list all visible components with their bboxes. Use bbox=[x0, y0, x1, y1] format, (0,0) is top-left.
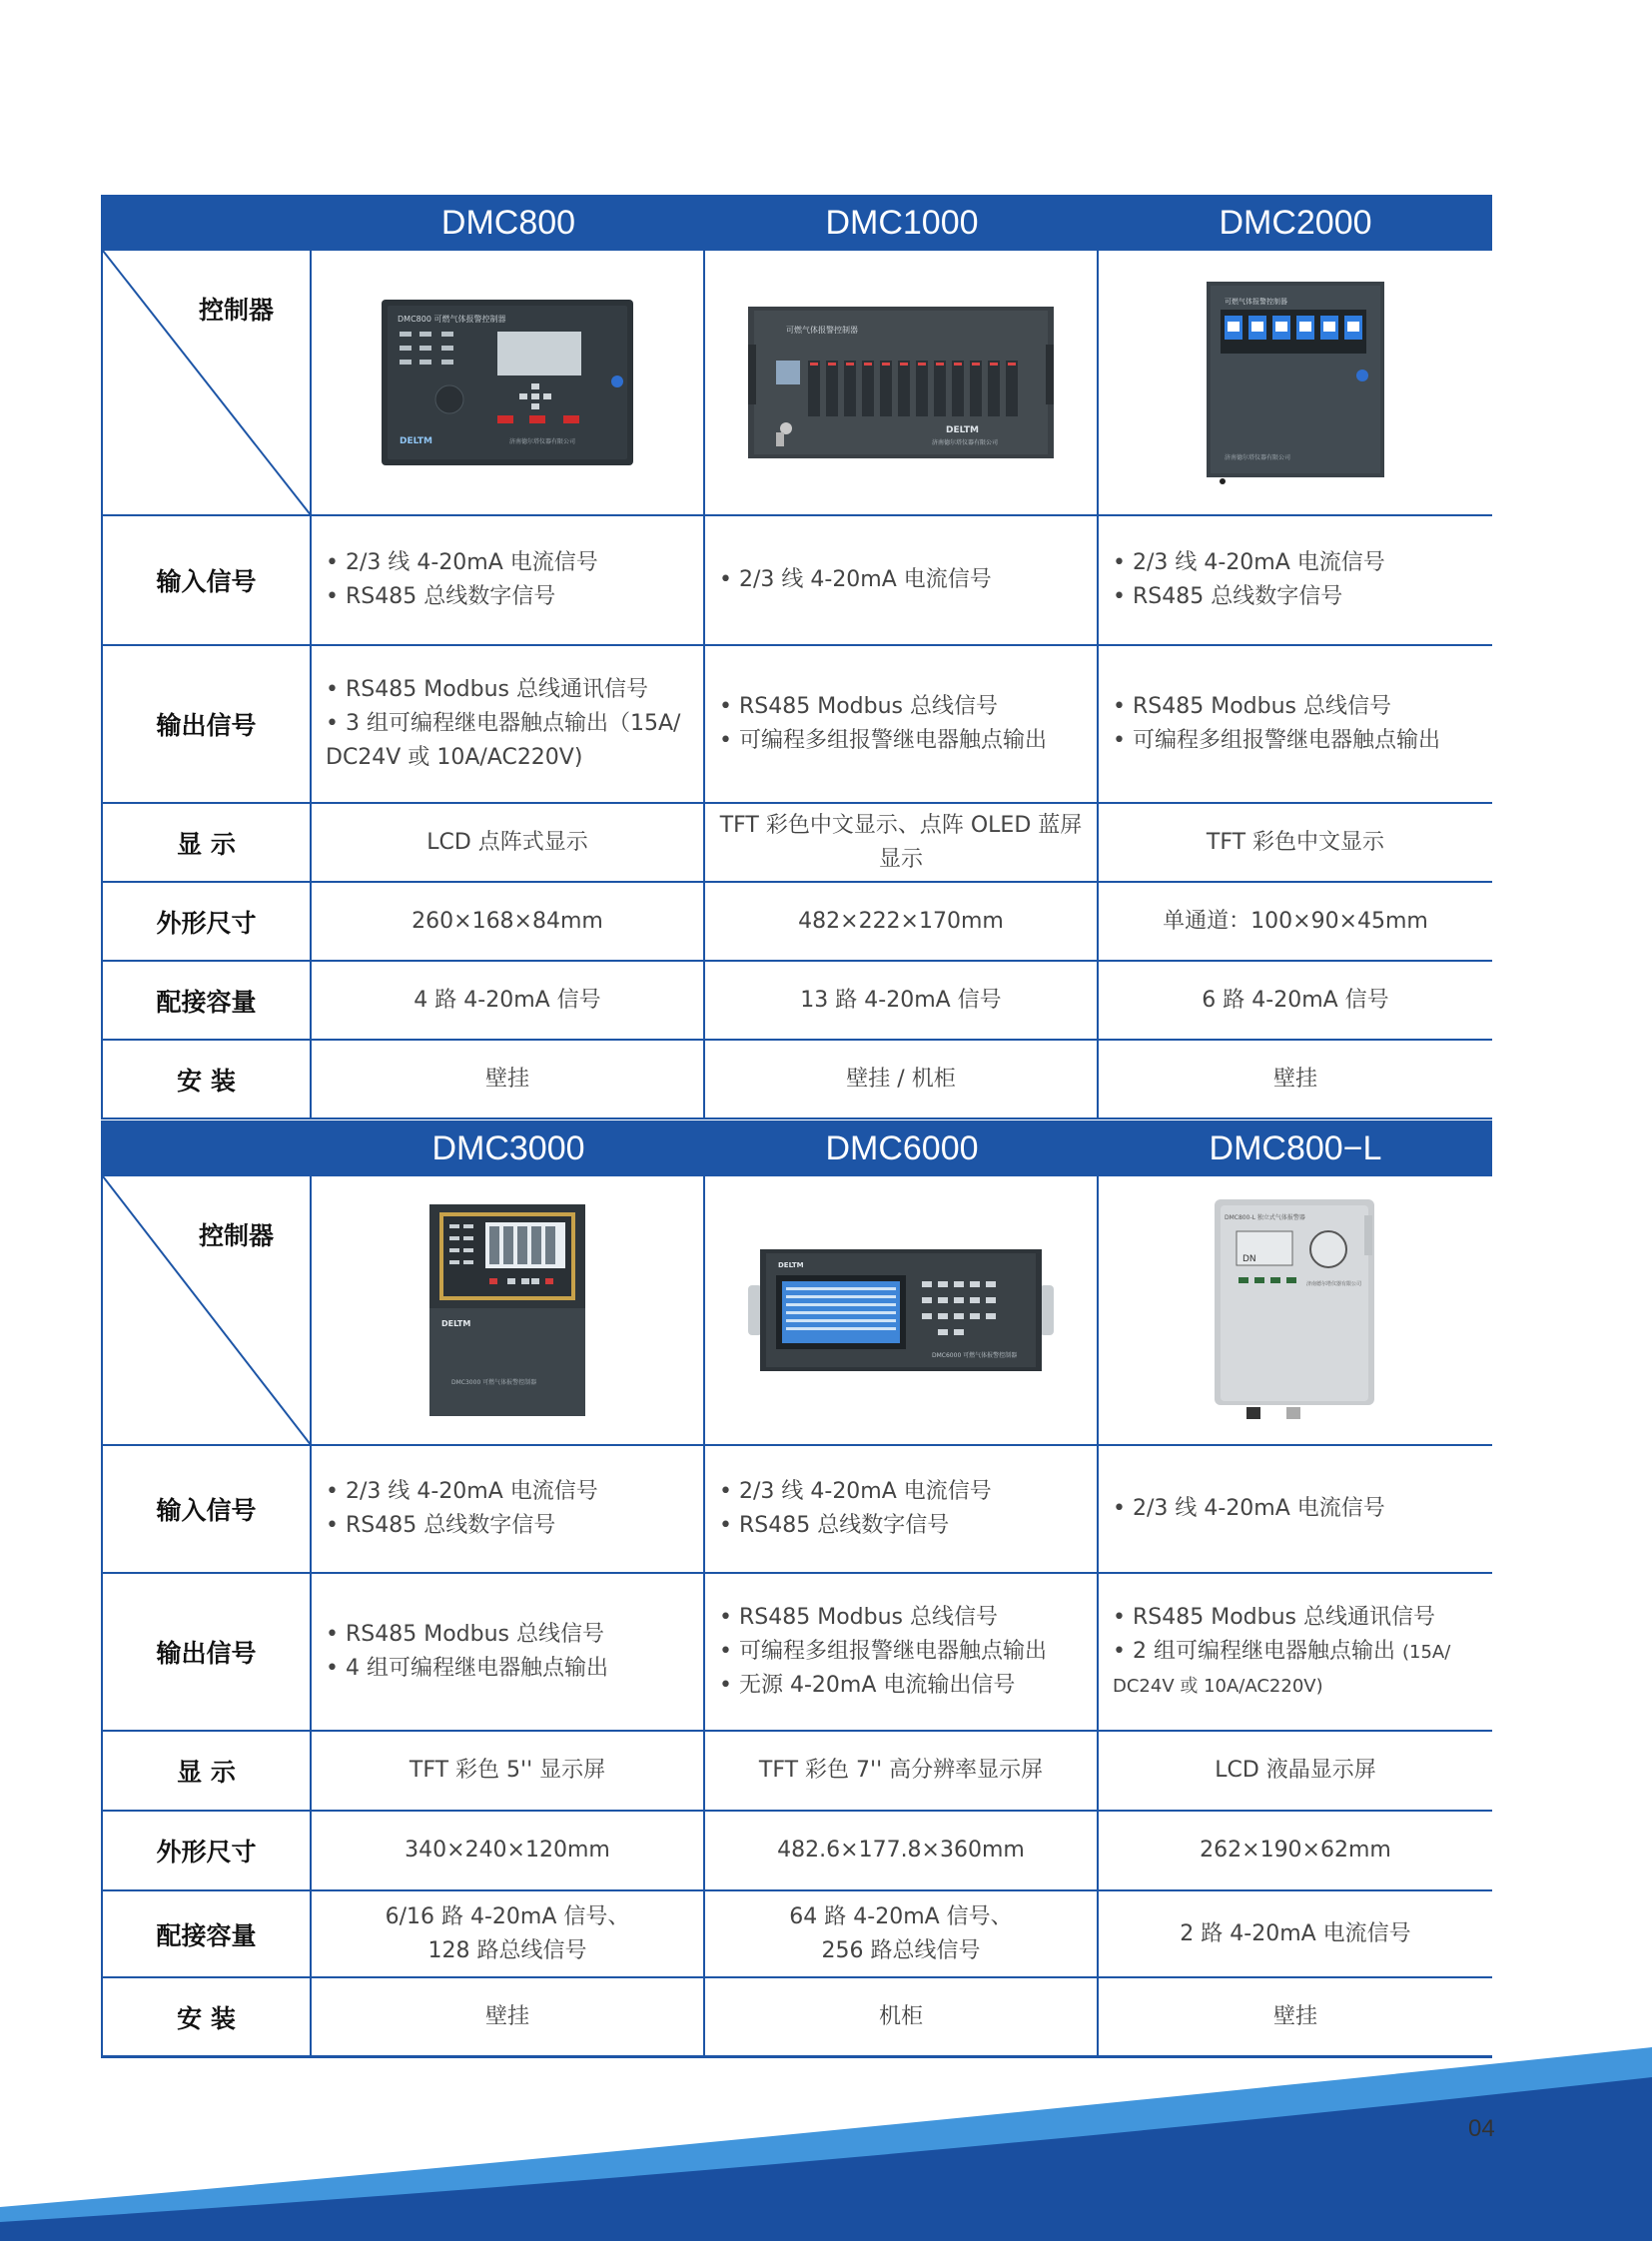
spec-cell: 壁挂 bbox=[312, 1041, 705, 1118]
product-photo-dmc800l bbox=[1099, 1176, 1492, 1444]
capacity-row bbox=[101, 1891, 1492, 1978]
lcd-reading: DN bbox=[1242, 1254, 1256, 1264]
spec-cell: 机柜 bbox=[705, 1978, 1099, 2055]
row-label-capacity: 配接容量 bbox=[101, 1891, 312, 1976]
model-name: DMC3000 bbox=[431, 1129, 585, 1167]
brand-logo: DELTM bbox=[946, 425, 979, 435]
spec-cell: 壁挂 bbox=[1272, 2003, 1317, 2029]
capacity-row bbox=[101, 962, 1492, 1041]
model-name: DMC800 bbox=[440, 204, 576, 242]
device-company: 济南德尔塔仪器有限公司 bbox=[1306, 1281, 1362, 1287]
row-label-install: 安 装 bbox=[101, 1041, 312, 1118]
spec-cell: LCD 液晶显示屏 bbox=[1215, 1758, 1376, 1783]
row-label-controller: 控制器 bbox=[101, 1176, 312, 1444]
row-label-controller: 控制器 bbox=[101, 251, 312, 514]
spec-cell: TFT 彩色中文显示 bbox=[1206, 829, 1385, 855]
install-row bbox=[101, 1041, 1492, 1120]
controller-row bbox=[101, 251, 1492, 516]
spec-cell: 260×168×84mm bbox=[312, 883, 705, 960]
spec-cell: • 2/3 线 4-20mA 电流信号 • RS485 总线数字信号 bbox=[1099, 516, 1492, 644]
device-title: DMC800-L 独立式气体报警器 bbox=[1225, 1214, 1305, 1221]
spec-table-top bbox=[101, 195, 1492, 1120]
size-row bbox=[101, 1812, 1492, 1891]
model-name: DMC800−L bbox=[1209, 1129, 1382, 1167]
display-row bbox=[101, 1732, 1492, 1812]
brand-logo: DELTM bbox=[441, 1319, 471, 1328]
spec-cell: 6 路 4-20mA 信号 bbox=[1202, 987, 1389, 1013]
row-label-input: 输入信号 bbox=[101, 1446, 312, 1572]
row-label-display: 显 示 bbox=[101, 804, 312, 881]
spec-cell: • 2/3 线 4-20mA 电流信号 bbox=[1099, 1446, 1492, 1572]
device-company: 济南德尔塔仪器有限公司 bbox=[1225, 454, 1291, 461]
row-label-output: 输出信号 bbox=[101, 1574, 312, 1730]
spec-cell: • 2/3 线 4-20mA 电流信号 • RS485 总线数字信号 bbox=[705, 1446, 1099, 1572]
spec-cell: TFT 彩色中文显示、点阵 OLED 蓝屏显示 bbox=[705, 804, 1099, 881]
row-label-capacity: 配接容量 bbox=[101, 962, 312, 1039]
spec-cell: • RS485 Modbus 总线信号 • 可编程多组报警继电器触点输出 • 无源 4-20mA 电流输出信号 bbox=[705, 1574, 1099, 1730]
spec-cell: LCD 点阵式显示 bbox=[312, 804, 705, 881]
model-name: DMC1000 bbox=[825, 204, 979, 242]
spec-cell: 262×190×62mm bbox=[1200, 1838, 1391, 1863]
device-title: 可燃气体报警控制器 bbox=[786, 326, 858, 335]
spec-cell: TFT 彩色 5'' 显示屏 bbox=[312, 1732, 705, 1810]
brand-logo: DELTM bbox=[400, 436, 432, 446]
row-label-output: 输出信号 bbox=[101, 646, 312, 802]
spec-cell: • RS485 Modbus 总线信号 • 可编程多组报警继电器触点输出 bbox=[1099, 646, 1492, 802]
product-photo-dmc800 bbox=[312, 251, 705, 514]
spec-cell: • RS485 Modbus 总线通讯信号 • 2 组可编程继电器触点输出 (15A/ DC24V 或 10A/AC220V) bbox=[1099, 1574, 1492, 1730]
install-row bbox=[101, 1978, 1492, 2058]
spec-cell: 340×240×120mm bbox=[312, 1812, 705, 1889]
size-row bbox=[101, 883, 1492, 962]
spec-cell: 壁挂 bbox=[1272, 1066, 1317, 1092]
spec-cell: • 2/3 线 4-20mA 电流信号 • RS485 总线数字信号 bbox=[312, 1446, 705, 1572]
device-title: DMC800 可燃气体报警控制器 bbox=[398, 315, 506, 324]
spec-cell: 壁挂 / 机柜 bbox=[705, 1041, 1099, 1118]
device-company: 济南德尔塔仪器有限公司 bbox=[932, 439, 999, 446]
spec-cell: TFT 彩色 7'' 高分辨率显示屏 bbox=[705, 1732, 1099, 1810]
page-number: 04 bbox=[1468, 2115, 1495, 2142]
input-row bbox=[101, 516, 1492, 646]
model-name: DMC2000 bbox=[1219, 204, 1372, 242]
spec-cell: 13 路 4-20mA 信号 bbox=[705, 962, 1099, 1039]
spec-cell: • 2/3 线 4-20mA 电流信号 bbox=[705, 516, 1099, 644]
table-header bbox=[101, 195, 1492, 251]
controller-row bbox=[101, 1176, 1492, 1446]
brand-logo: DELTM bbox=[778, 1261, 804, 1269]
spec-cell: 64 路 4-20mA 信号、 256 路总线信号 bbox=[705, 1891, 1099, 1976]
input-row bbox=[101, 1446, 1492, 1574]
output-row bbox=[101, 646, 1492, 804]
row-label-install: 安 装 bbox=[101, 1978, 312, 2055]
spec-cell: • RS485 Modbus 总线通讯信号 • 3 组可编程继电器触点输出（15A/ DC24V 或 10A/AC220V) bbox=[312, 646, 705, 802]
product-photo-dmc1000 bbox=[705, 251, 1099, 514]
model-name: DMC6000 bbox=[825, 1129, 979, 1167]
product-photo-dmc6000 bbox=[705, 1176, 1099, 1444]
table-header bbox=[101, 1120, 1492, 1176]
device-title: DMC6000 可燃气体报警控制器 bbox=[932, 1352, 1018, 1359]
device-title: DMC3000 可燃气体报警控制器 bbox=[451, 1379, 537, 1386]
display-row bbox=[101, 804, 1492, 883]
spec-cell: • RS485 Modbus 总线信号 • 可编程多组报警继电器触点输出 bbox=[705, 646, 1099, 802]
row-label-display: 显 示 bbox=[101, 1732, 312, 1810]
device-company: 济南德尔塔仪器有限公司 bbox=[509, 438, 576, 445]
product-photo-dmc2000 bbox=[1099, 251, 1492, 514]
output-row bbox=[101, 1574, 1492, 1732]
spec-cell: 单通道：100×90×45mm bbox=[1163, 908, 1428, 934]
row-label-size: 外形尺寸 bbox=[101, 883, 312, 960]
spec-table-bottom bbox=[101, 1120, 1492, 2058]
spec-cell: 2 路 4-20mA 电流信号 bbox=[1180, 1920, 1411, 1946]
device-title: 可燃气体报警控制器 bbox=[1225, 298, 1287, 306]
product-photo-dmc3000 bbox=[312, 1176, 705, 1444]
row-label-input: 输入信号 bbox=[101, 516, 312, 644]
spec-cell: 壁挂 bbox=[312, 1978, 705, 2055]
spec-cell: 482×222×170mm bbox=[705, 883, 1099, 960]
row-label-size: 外形尺寸 bbox=[101, 1812, 312, 1889]
spec-cell: 482.6×177.8×360mm bbox=[705, 1812, 1099, 1889]
spec-cell: 6/16 路 4-20mA 信号、 128 路总线信号 bbox=[312, 1891, 705, 1976]
spec-cell: 4 路 4-20mA 信号 bbox=[312, 962, 705, 1039]
spec-cell: • 2/3 线 4-20mA 电流信号 • RS485 总线数字信号 bbox=[312, 516, 705, 644]
spec-cell: • RS485 Modbus 总线信号 • 4 组可编程继电器触点输出 bbox=[312, 1574, 705, 1730]
